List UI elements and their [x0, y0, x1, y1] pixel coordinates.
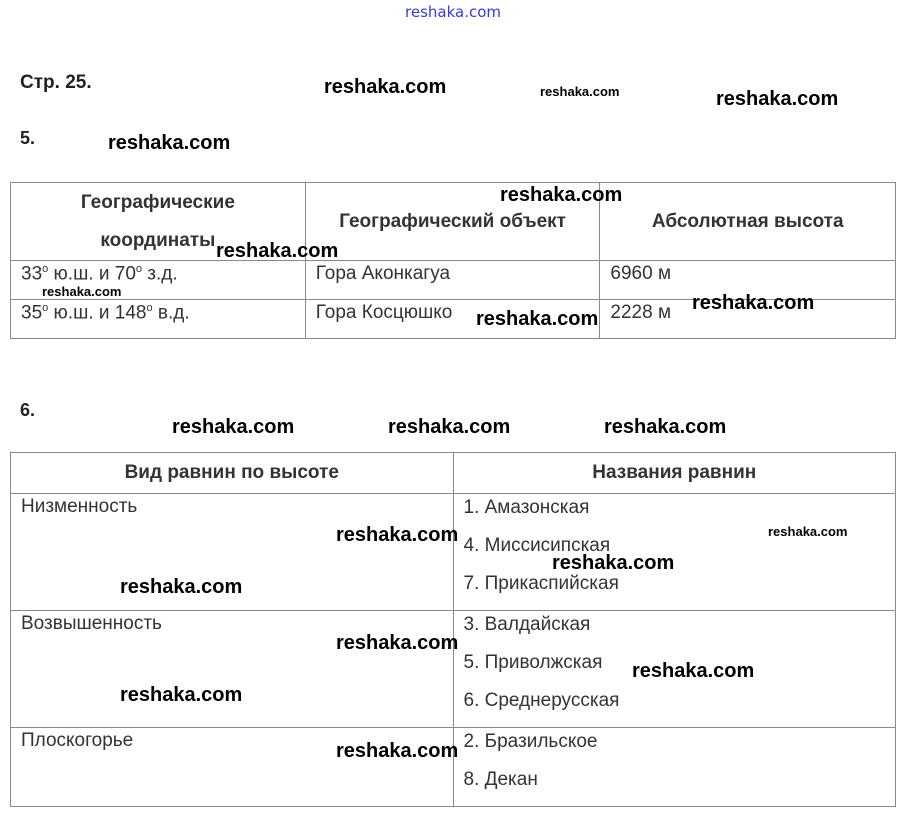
watermark: reshaka.com	[108, 132, 231, 154]
watermark: reshaka.com	[768, 524, 848, 539]
watermark: reshaka.com	[172, 416, 295, 438]
watermark: reshaka.com	[540, 84, 620, 99]
watermark: reshaka.com	[552, 552, 675, 574]
watermark: reshaka.com	[632, 660, 755, 682]
header-plain-names: Названия равнин	[453, 453, 896, 494]
watermark: reshaka.com	[388, 416, 511, 438]
coordinates-cell: $33^о$ ю.ш. и $70^о$ з.д.	[11, 261, 306, 300]
object-cell: Гора Косцюшко	[305, 300, 600, 339]
plain-type-cell: Плоскогорье	[11, 728, 454, 807]
table-header-row	[11, 453, 896, 494]
watermark: reshaka.com	[336, 632, 459, 654]
watermark: reshaka.com	[324, 76, 447, 98]
height-cell: 6960 м	[600, 261, 896, 300]
list-item: 3. Валдайская	[463, 614, 591, 635]
watermark: reshaka.com	[692, 292, 815, 314]
watermark: reshaka.com	[336, 524, 459, 546]
plain-type-cell: Возвышенность	[11, 611, 454, 728]
list-item: 7. Прикаспийская	[463, 573, 619, 594]
watermark: reshaka.com	[120, 684, 243, 706]
header-object: Географический объект	[305, 183, 600, 261]
coordinates-cell: $35^о$ ю.ш. и $148^о$ в.д.	[11, 300, 306, 339]
list-item: 8. Декан	[463, 769, 538, 790]
watermark: reshaka.com	[476, 308, 599, 330]
watermark: reshaka.com	[336, 740, 459, 762]
header-height: Абсолютная высота	[600, 183, 896, 261]
page-title: Стр. 25.	[20, 72, 92, 93]
watermark: reshaka.com	[716, 88, 839, 110]
section-5-number: 5.	[20, 128, 36, 148]
list-item: 5. Приволжская	[463, 652, 603, 673]
watermark: reshaka.com	[500, 184, 623, 206]
table-row	[11, 611, 896, 728]
list-item: 6. Среднерусская	[463, 690, 620, 711]
coordinates-table	[10, 182, 896, 339]
table-header-row	[11, 183, 896, 261]
watermark: reshaka.com	[216, 240, 339, 262]
header-plain-type: Вид равнин по высоте	[11, 453, 454, 494]
plain-names-cell	[453, 728, 896, 807]
header-coordinates: Географические координаты	[11, 183, 306, 261]
header-link[interactable]: reshaka.com	[405, 3, 501, 21]
plain-type-cell: Низменность	[11, 494, 454, 611]
height-cell: 2228 м	[600, 300, 896, 339]
list-item: 1. Амазонская	[463, 497, 590, 518]
watermark: reshaka.com	[42, 284, 122, 299]
object-cell: Гора Аконкагуа	[305, 261, 600, 300]
list-item: 4. Миссисипская	[463, 535, 611, 556]
list-item: 2. Бразильское	[463, 731, 598, 752]
watermark: reshaka.com	[120, 576, 243, 598]
watermark: reshaka.com	[604, 416, 727, 438]
section-6-number: 6.	[20, 400, 36, 420]
